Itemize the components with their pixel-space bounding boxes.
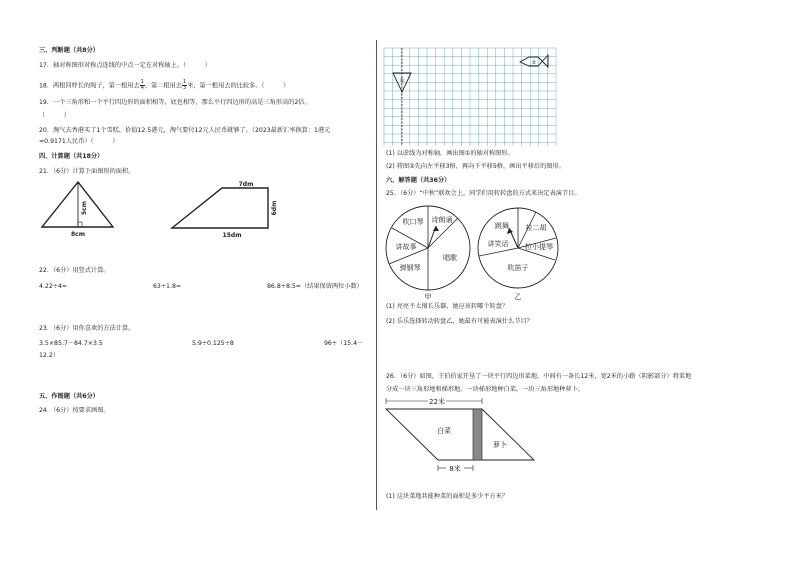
fraction-denominator: 3 bbox=[183, 85, 187, 91]
trapezoid-top-label: 7dm bbox=[238, 181, 254, 188]
trapezoid-bottom-label: 15dm bbox=[222, 232, 242, 239]
spinner-yi-sector: 拉小提琴 bbox=[525, 243, 553, 251]
question-20-line-2: ≈0.9171人民币）（ ） bbox=[39, 138, 119, 145]
question-23-c: 96÷（15.4－ bbox=[324, 340, 364, 347]
question-25-part-2: (2) 乐乐选择转动转盘乙，她最有可能表演什么节目？ bbox=[386, 318, 533, 325]
parallelogram-field bbox=[386, 409, 534, 460]
question-18-part-b: ，第二根用去 bbox=[144, 82, 182, 90]
question-24-part-1: (1) 以虚线为对称轴，画出图①的轴对称图形。 bbox=[386, 150, 514, 157]
spinner-jia-sector: 弹钢琴 bbox=[399, 264, 421, 272]
spinner-yi bbox=[476, 204, 566, 299]
trapezoid-shape bbox=[172, 188, 268, 228]
fraction-numerator: 1 bbox=[183, 79, 187, 85]
question-20-line-1: 20．淘气去香港买了1个雪糕，价值12.5港元，淘气要付12元人民币就够了。（2023最新汇率换算：1港元 bbox=[39, 127, 331, 134]
spinner-yi-name: 乙 bbox=[514, 293, 522, 301]
spinner-jia-sector: 讲故事 bbox=[395, 243, 417, 251]
top-length-label: 22米 bbox=[429, 398, 445, 406]
trapezoid-height-label: 6dm bbox=[271, 200, 278, 216]
section-4-title: 四、计算题（共18分） bbox=[39, 153, 104, 160]
question-18-part-c: 米，第一根用去的比较多。（ ） bbox=[187, 82, 290, 90]
question-26-line-1: 26．（6分）如图，王伯伯家开垦了一块平行四边形菜地，中间有一条长12米，宽2米的小路（阴影部分）将菜地 bbox=[386, 373, 692, 380]
spinner-yi-sector: 讲笑话 bbox=[487, 240, 509, 248]
triangle-height-label: 5cm bbox=[81, 201, 88, 215]
spinner-jia bbox=[384, 204, 474, 299]
question-18 bbox=[39, 80, 289, 91]
triangle-figure bbox=[40, 180, 120, 240]
question-22-c: 86.8÷8.5≈（结果保留两位小数） bbox=[267, 283, 363, 290]
question-19-answer-paren: （ ） bbox=[39, 112, 70, 119]
question-25-part-1: (1) 亮亮不太擅长乐器，她应该转哪个转盘？ bbox=[386, 303, 509, 310]
question-23-b: 5.9÷0.125÷8 bbox=[192, 340, 234, 347]
spinner-jia-arrowhead bbox=[433, 226, 439, 231]
question-23-a: 3.5×85.7－84.7×3.5 bbox=[39, 340, 103, 347]
spinner-jia-sector: 唱歌 bbox=[443, 254, 457, 262]
path-shaded bbox=[473, 409, 482, 460]
question-18-part-a: 18．两根同样长的绳子，第一根用去 bbox=[39, 82, 140, 90]
drawing-grid bbox=[384, 48, 556, 146]
question-22: 22．（6分）用竖式计算。 bbox=[39, 267, 110, 274]
section-3-title: 三、判断题（共8分） bbox=[39, 47, 99, 54]
question-17: 17．轴对称图形对称点连线的中点一定在对称轴上。（ ） bbox=[39, 62, 211, 69]
trapezoid-figure bbox=[170, 180, 290, 242]
grid-lines bbox=[384, 48, 556, 146]
question-23: 23．（6分）用你喜欢的方法计算。 bbox=[39, 325, 135, 332]
question-21: 21．（6分）计算下面图形的面积。 bbox=[39, 168, 135, 175]
question-23-c-continued: 12.2） bbox=[39, 352, 59, 359]
shape-2-label: ② bbox=[531, 60, 537, 66]
spinner-yi-sector: 拉二胡 bbox=[525, 224, 547, 232]
spinner-yi-divider bbox=[479, 248, 518, 256]
right-angle-mark bbox=[78, 222, 82, 227]
column-divider bbox=[376, 40, 377, 510]
field-diagram bbox=[384, 397, 544, 477]
spinner-jia-name: 甲 bbox=[424, 293, 432, 301]
question-24: 24．（6分）按要求画图。 bbox=[39, 407, 110, 414]
fraction-denominator: 4 bbox=[140, 85, 144, 91]
section-6-title: 六、解答题（共36分） bbox=[386, 177, 451, 184]
triangle-base-label: 8cm bbox=[71, 231, 85, 238]
radish-label: 萝卜 bbox=[493, 441, 507, 449]
cabbage-label: 白菜 bbox=[437, 427, 451, 435]
bottom-length-label: 8米 bbox=[449, 465, 461, 473]
spinner-yi-sector: 吹笛子 bbox=[507, 264, 529, 272]
section-5-title: 五、作图题（共6分） bbox=[39, 393, 99, 400]
question-26-line-2: 分成一块三角形地和梯形地。一块梯形地种白菜，一块三角形地种萝卜。 bbox=[386, 386, 584, 393]
spinner-yi-sector: 跳舞 bbox=[495, 222, 509, 230]
question-24-part-2: (2) 将图②先向左平移3格，再向下平移5格，画出平移后的图形。 bbox=[386, 163, 565, 170]
question-25: 25．（6分）“中秋”联欢会上，同学们用转转盘的方式来决定表演节目。 bbox=[386, 190, 581, 197]
shape-1-label: ① bbox=[399, 78, 405, 84]
fraction-numerator: 1 bbox=[140, 79, 144, 85]
question-26-part-1: (1) 这块菜地共能种菜的面积是多少平方米？ bbox=[386, 493, 509, 500]
question-22-a: 4.22÷4= bbox=[39, 283, 68, 290]
spinner-jia-sector: 诗朗诵 bbox=[431, 216, 453, 224]
question-19: 19．一个三角形和一个平行四边形的面积相等，底也相等，那么平行四边形的高是三角形高的2倍。 bbox=[39, 99, 311, 106]
triangle-shape bbox=[42, 182, 113, 227]
question-22-b: 63÷1.8= bbox=[153, 283, 182, 290]
spinner-jia-sector: 吹口琴 bbox=[402, 218, 424, 226]
